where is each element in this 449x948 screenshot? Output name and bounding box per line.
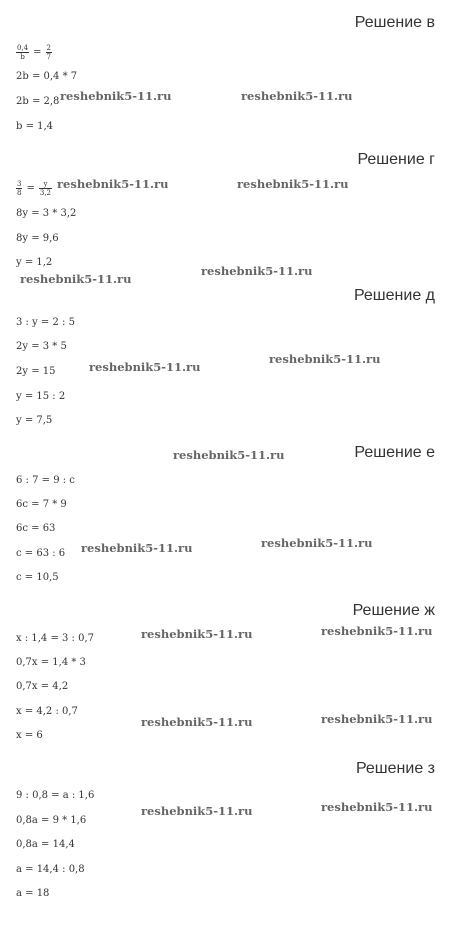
watermark: reshebnik5-11.ru (141, 627, 253, 641)
watermark: reshebnik5-11.ru (241, 89, 353, 103)
watermark: reshebnik5-11.ru (237, 177, 349, 191)
solution-heading-d: Решение д (353, 287, 435, 304)
watermark: reshebnik5-11.ru (57, 177, 169, 191)
watermark: reshebnik5-11.ru (321, 712, 433, 726)
solution-line: b = 1,4 (16, 121, 54, 132)
solution-line: 9 : 0,8 = a : 1,6 (16, 790, 95, 801)
solution-heading-e: Решение е (354, 444, 435, 461)
solution-line: x : 1,4 = 3 : 0,7 (16, 633, 94, 644)
solution-line: 2b = 0,4 * 7 (16, 71, 78, 82)
solution-line: c = 63 : 6 (16, 548, 66, 559)
solution-line: 2b = 2,8 (16, 96, 60, 107)
watermark: reshebnik5-11.ru (261, 536, 373, 550)
fraction-equation: $\frac{3}{8}$ = $\frac{y}{3,2}$ (17, 180, 51, 197)
solution-line: 6c = 63 (16, 523, 56, 534)
watermark: reshebnik5-11.ru (89, 360, 201, 374)
solution-heading-z: Решение з (355, 760, 435, 777)
watermark: reshebnik5-11.ru (269, 352, 381, 366)
fraction-right: $\frac{2}{7}$ (46, 44, 51, 61)
solution-line: x = 6 (16, 730, 43, 741)
watermark: reshebnik5-11.ru (201, 264, 313, 278)
solution-line: 6c = 7 * 9 (16, 499, 67, 510)
solution-line: 8y = 9,6 (16, 233, 59, 244)
fraction-left: $\frac{3}{8}$ (17, 180, 22, 197)
solution-line: 6 : 7 = 9 : c (16, 475, 75, 486)
solution-line: y = 7,5 (16, 415, 53, 426)
fraction-right: $\frac{y}{3,2}$ (39, 180, 51, 197)
watermark: reshebnik5-11.ru (321, 800, 433, 814)
watermark: reshebnik5-11.ru (20, 272, 132, 286)
watermark: reshebnik5-11.ru (173, 448, 285, 462)
solution-heading-v: Решение в (354, 14, 435, 31)
solution-line: 2y = 3 * 5 (16, 341, 67, 352)
solution-line: x = 4,2 : 0,7 (16, 706, 78, 717)
solution-line: y = 1,2 (16, 257, 53, 268)
solution-line: 0,8a = 14,4 (16, 839, 75, 850)
solution-line: 0,7x = 1,4 * 3 (16, 657, 86, 668)
solution-heading-g: Решение г (357, 151, 435, 168)
watermark: reshebnik5-11.ru (141, 804, 253, 818)
solution-line: y = 15 : 2 (16, 391, 66, 402)
watermark: reshebnik5-11.ru (321, 624, 433, 638)
solution-line: 3 : y = 2 : 5 (16, 317, 75, 328)
solution-line: 0,8a = 9 * 1,6 (16, 815, 87, 826)
fraction-left: $\frac{0,4}{b}$ (17, 44, 29, 61)
solution-heading-zh: Решение ж (352, 602, 435, 619)
solution-line: a = 14,4 : 0,8 (16, 864, 85, 875)
watermark: reshebnik5-11.ru (60, 89, 172, 103)
watermark: reshebnik5-11.ru (141, 715, 253, 729)
solution-line: 8y = 3 * 3,2 (16, 208, 77, 219)
solution-line: c = 10,5 (16, 572, 59, 583)
watermark: reshebnik5-11.ru (81, 541, 193, 555)
solution-line: 0,7x = 4,2 (16, 681, 69, 692)
solution-line: a = 18 (16, 888, 50, 899)
solution-line: 2y = 15 (16, 366, 56, 377)
fraction-equation: $\frac{0,4}{b}$ = $\frac{2}{7}$ (17, 44, 51, 61)
